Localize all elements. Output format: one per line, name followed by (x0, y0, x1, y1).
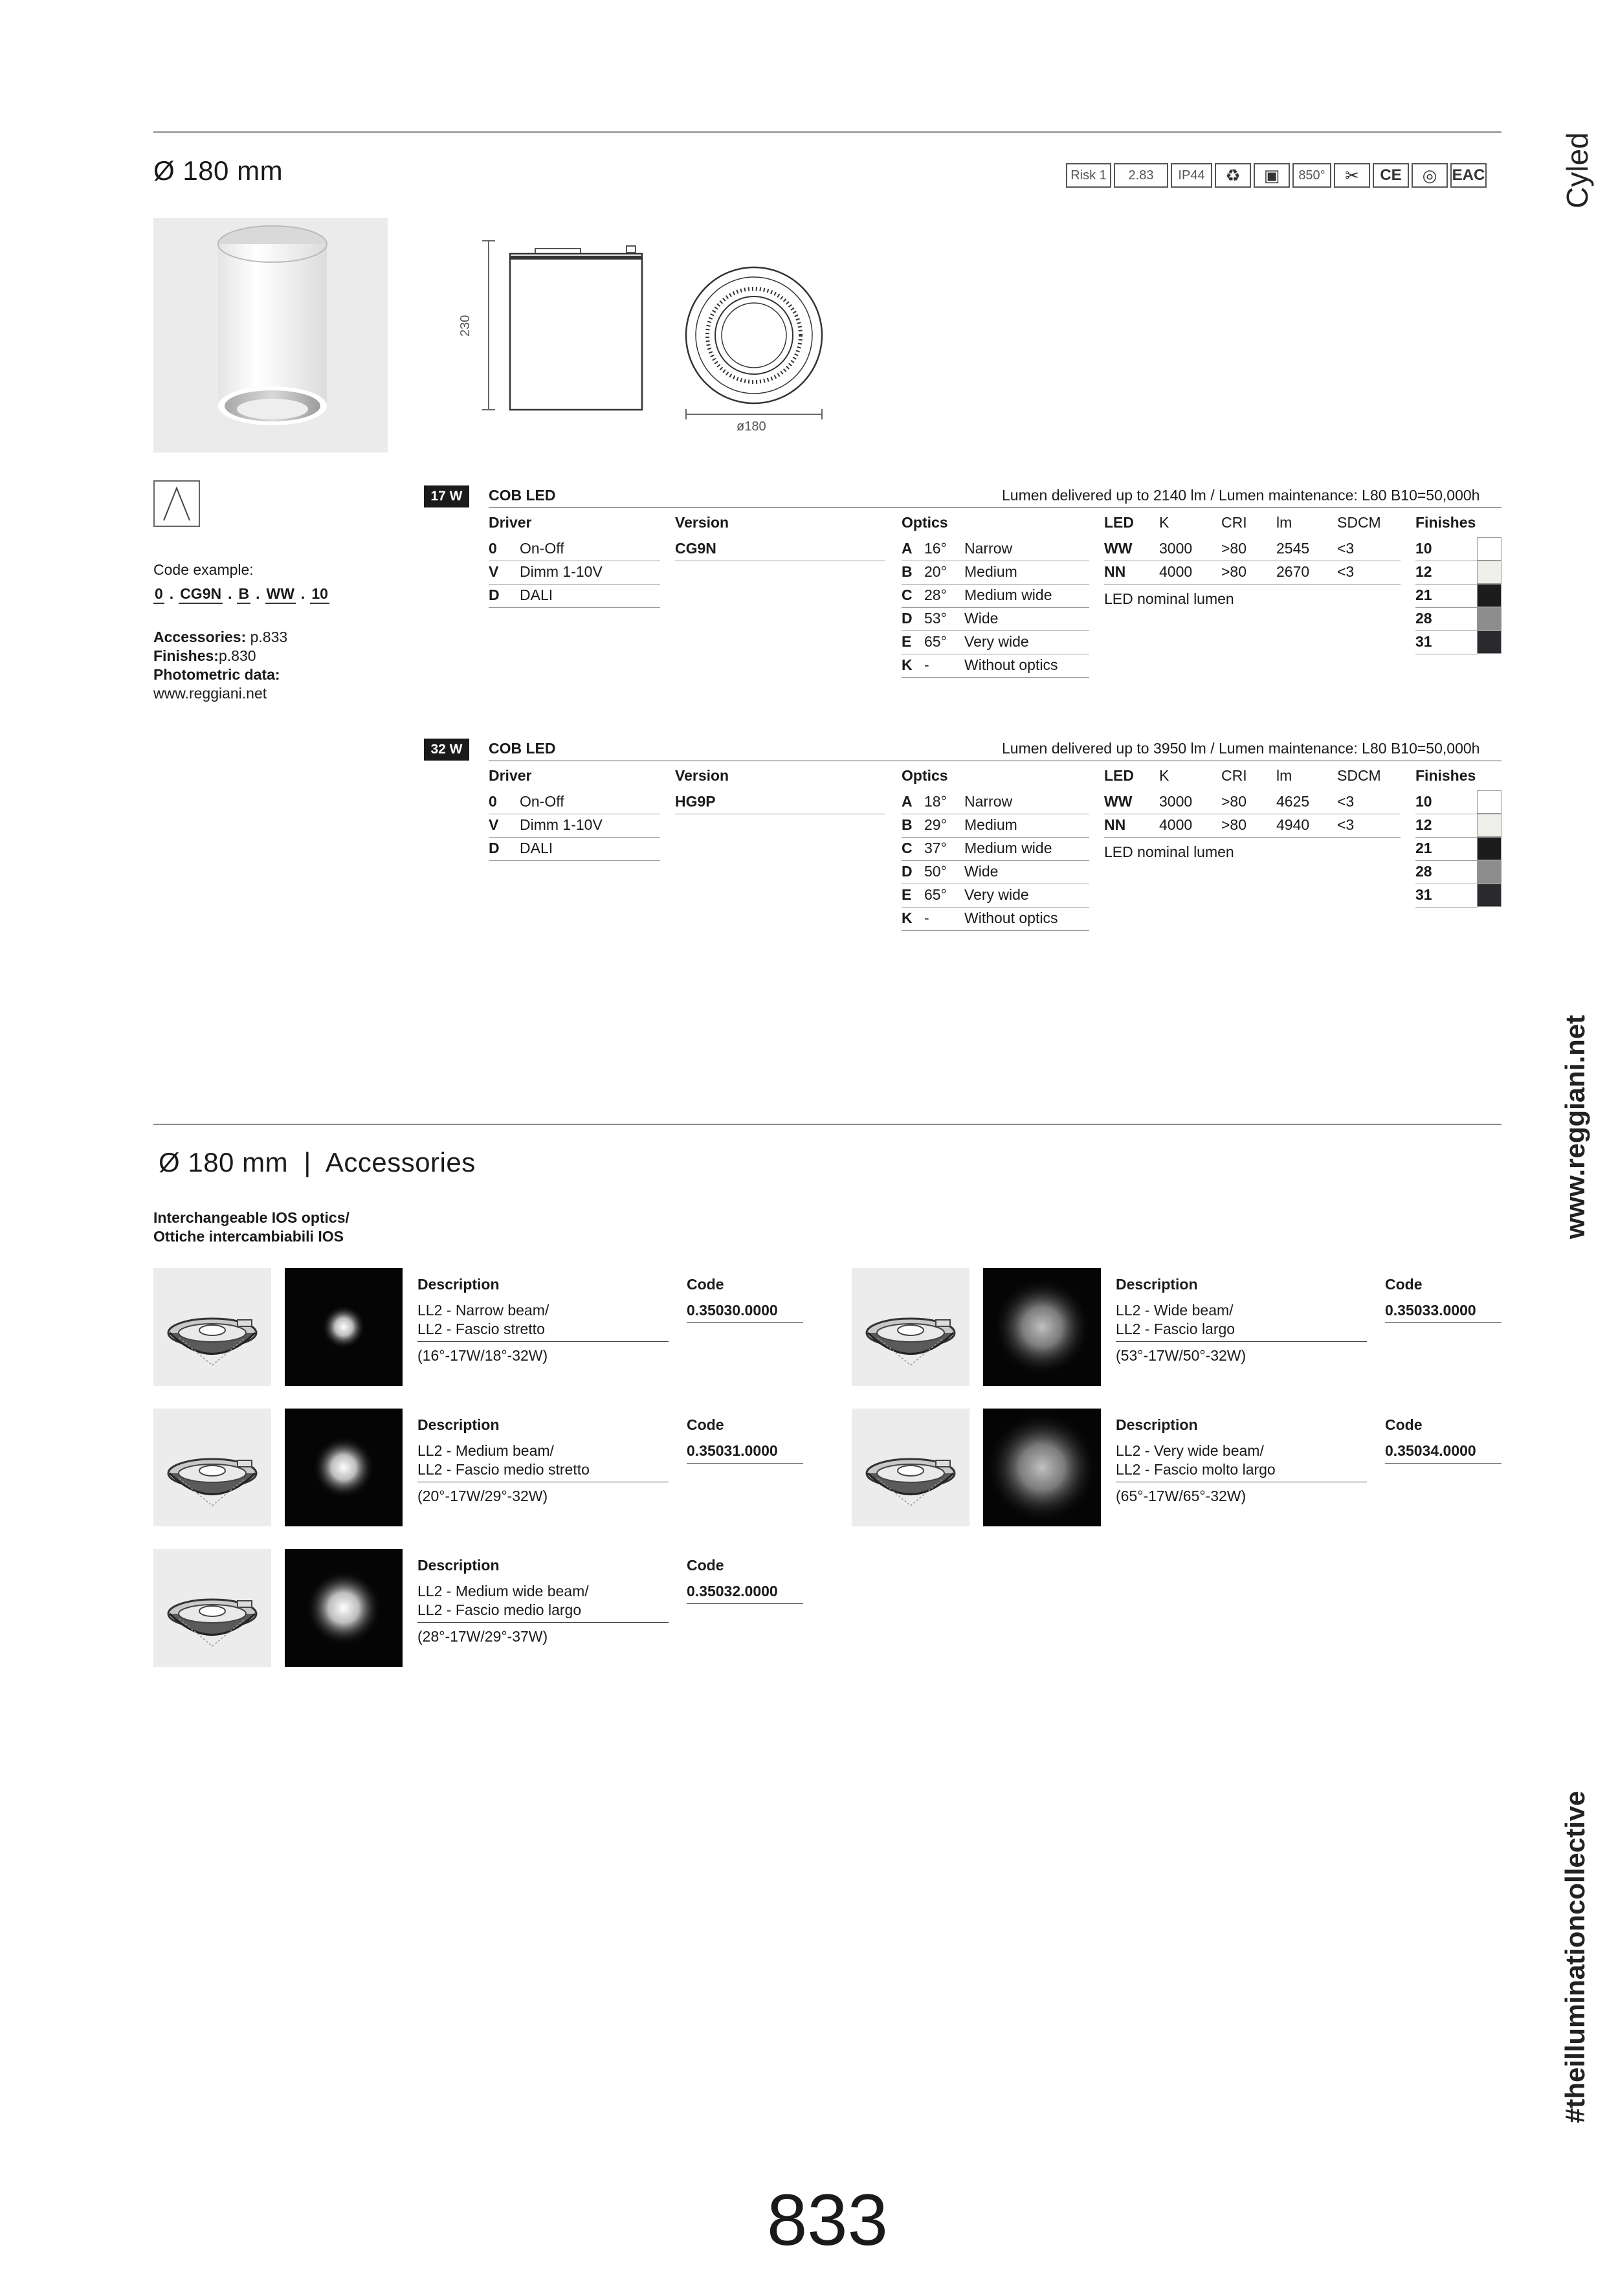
driver-code: D (489, 840, 500, 856)
finish-code: 21 (1415, 586, 1432, 603)
driver-code: 0 (489, 540, 497, 557)
website-vertical: www.reggiani.net (1560, 1014, 1590, 1239)
row-rule (902, 930, 1089, 931)
optics-angle: - (924, 909, 929, 926)
accessories-title: Ø 180 mm | Accessories (159, 1147, 476, 1177)
optics-name: Very wide (964, 633, 1029, 650)
accessory-code: 0.35032.0000 (687, 1583, 778, 1599)
optics-angle: 37° (924, 840, 947, 856)
no-cover-icon: ✂ (1334, 163, 1370, 188)
wattage-badge: 17 W (424, 485, 469, 507)
code-example: 0 . CG9N . B . WW . 10 (153, 585, 329, 604)
recycle-icon: ♻ (1215, 163, 1251, 188)
optics-code: A (902, 793, 913, 810)
accessory-card (153, 1268, 803, 1386)
code-part-optics: B (237, 585, 250, 604)
optics-angle: - (924, 656, 929, 673)
optic-product-image (153, 1549, 271, 1667)
optics-name: Without optics (964, 909, 1058, 926)
description-header: Description (417, 1557, 500, 1574)
optics-code: E (902, 886, 912, 903)
header-finishes: Finishes (1415, 514, 1476, 531)
header-k: K (1159, 514, 1169, 531)
code-part-led: WW (265, 585, 296, 604)
optics-name: Medium (964, 563, 1017, 580)
optics-code: K (902, 909, 913, 926)
row-rule (1415, 907, 1477, 908)
header-version: Version (675, 767, 729, 784)
optics-code: C (902, 840, 913, 856)
optics-angle: 20° (924, 563, 947, 580)
description-line-2: LL2 - Fascio stretto (417, 1321, 545, 1337)
optics-name: Wide (964, 610, 999, 627)
code-part-version: CG9N (179, 585, 223, 604)
beam-pattern-image (983, 1268, 1101, 1386)
code-header: Code (687, 1276, 724, 1293)
row-rule (902, 837, 1089, 838)
optics-name: Very wide (964, 886, 1029, 903)
description-header: Description (1116, 1276, 1198, 1293)
header-cri: CRI (1221, 767, 1247, 784)
optics-name: Medium wide (964, 586, 1052, 603)
code-rule (687, 1322, 803, 1323)
description-line-1: LL2 - Medium wide beam/ (417, 1583, 589, 1599)
accessory-code: 0.35030.0000 (687, 1302, 778, 1319)
description-line-1: LL2 - Medium beam/ (417, 1442, 554, 1459)
optic-product-image (852, 1268, 970, 1386)
code-part-finish: 10 (310, 585, 329, 604)
driver-code: V (489, 816, 499, 833)
code-rule (1385, 1322, 1502, 1323)
accessories-subtitle-1: Interchangeable IOS optics/ (153, 1209, 349, 1226)
row-rule (489, 837, 660, 838)
header-optics: Optics (902, 767, 948, 784)
description-header: Description (417, 1276, 500, 1293)
product-photo (153, 218, 388, 452)
header-led: LED (1104, 514, 1134, 531)
header-lm: lm (1276, 767, 1292, 784)
section-rule (489, 507, 1502, 508)
row-rule (1104, 837, 1401, 838)
description-line-2: LL2 - Fascio medio stretto (417, 1461, 590, 1478)
driver-code: V (489, 563, 499, 580)
header-led: LED (1104, 767, 1134, 784)
finish-code: 10 (1415, 540, 1432, 557)
led-code: NN (1104, 563, 1126, 580)
header-driver: Driver (489, 514, 532, 531)
accessory-code: 0.35033.0000 (1385, 1302, 1476, 1319)
row-rule (489, 860, 660, 861)
glow-wire-icon: 850° (1292, 163, 1331, 188)
beam-pattern-image (285, 1268, 403, 1386)
accessory-card (852, 1268, 1502, 1386)
code-header: Code (687, 1557, 724, 1574)
led-sdcm: <3 (1337, 563, 1355, 580)
description-header: Description (1116, 1416, 1198, 1433)
eac-icon: EAC (1450, 163, 1487, 188)
accessories-ref: Accessories: p.833 (153, 629, 288, 645)
driver-name: DALI (520, 586, 553, 603)
optics-angle: 53° (924, 610, 947, 627)
header-optics: Optics (902, 514, 948, 531)
row-rule (1415, 860, 1477, 861)
description-header: Description (417, 1416, 500, 1433)
finish-swatch (1477, 860, 1502, 884)
header-finishes: Finishes (1415, 767, 1476, 784)
optics-angle: 65° (924, 886, 947, 903)
finish-code: 10 (1415, 793, 1432, 810)
led-note: LED nominal lumen (1104, 590, 1234, 607)
code-rule (687, 1463, 803, 1464)
description-line-1: LL2 - Very wide beam/ (1116, 1442, 1264, 1459)
optics-name: Without optics (964, 656, 1058, 673)
description-rule (1116, 1341, 1367, 1342)
led-k: 4000 (1159, 563, 1193, 580)
led-lm: 4940 (1276, 816, 1310, 833)
led-cri: >80 (1221, 540, 1247, 557)
beam-angles: (28°-17W/29°-37W) (417, 1628, 548, 1645)
finish-code: 31 (1415, 886, 1432, 903)
driver-name: On-Off (520, 793, 564, 810)
row-rule (489, 607, 660, 608)
accessories-rule (153, 1124, 1502, 1125)
ce-icon: CE (1373, 163, 1409, 188)
header-driver: Driver (489, 767, 532, 784)
header-cri: CRI (1221, 514, 1247, 531)
beam-angles: (20°-17W/29°-32W) (417, 1488, 548, 1504)
optics-code: B (902, 563, 913, 580)
row-rule (1104, 584, 1401, 585)
photometric-link[interactable]: www.reggiani.net (153, 685, 267, 702)
optics-code: D (902, 610, 913, 627)
beam-angles: (53°-17W/50°-32W) (1116, 1347, 1247, 1364)
row-rule (902, 584, 1089, 585)
optics-name: Wide (964, 863, 999, 880)
optics-angle: 18° (924, 793, 947, 810)
description-rule (417, 1622, 669, 1623)
row-rule (1415, 837, 1477, 838)
page-number: 833 (767, 2179, 888, 2260)
description-line-2: LL2 - Fascio molto largo (1116, 1461, 1276, 1478)
optics-angle: 29° (924, 816, 947, 833)
finish-code: 12 (1415, 563, 1432, 580)
lumen-info: Lumen delivered up to 2140 lm / Lumen maintenance: L80 B10=50,000h (1002, 487, 1480, 504)
finish-code: 28 (1415, 610, 1432, 627)
optics-angle: 28° (924, 586, 947, 603)
header-sdcm: SDCM (1337, 767, 1381, 784)
optic-product-image (153, 1268, 271, 1386)
header-k: K (1159, 767, 1169, 784)
photometric-label: Photometric data: (153, 666, 280, 683)
driver-name: On-Off (520, 540, 564, 557)
diameter-dimension: ø180 (737, 419, 766, 434)
optics-code: C (902, 586, 913, 603)
finish-swatch (1477, 837, 1502, 860)
finish-swatch (1477, 584, 1502, 607)
code-example-label: Code example: (153, 561, 254, 578)
driver-code: D (489, 586, 500, 603)
optics-angle: 65° (924, 633, 947, 650)
finish-code: 28 (1415, 863, 1432, 880)
optics-code: A (902, 540, 913, 557)
optics-name: Medium wide (964, 840, 1052, 856)
row-rule (902, 630, 1089, 631)
optics-angle: 50° (924, 863, 947, 880)
weight-icon: 2.83 (1114, 163, 1168, 188)
risk-icon: Risk 1 (1066, 163, 1111, 188)
led-cri: >80 (1221, 563, 1247, 580)
beam-pattern-image (983, 1409, 1101, 1526)
optics-name: Medium (964, 816, 1017, 833)
description-line-2: LL2 - Fascio largo (1116, 1321, 1236, 1337)
row-rule (489, 584, 660, 585)
description-rule (417, 1341, 669, 1342)
class2-icon: ▣ (1254, 163, 1290, 188)
hashtag-vertical: #theilluminationcollective (1560, 1790, 1590, 2123)
wattage-badge: 32 W (424, 739, 469, 761)
brand-name: Cyled (1560, 132, 1594, 208)
top-rule (153, 131, 1502, 133)
accessory-card (153, 1409, 803, 1526)
accessory-code: 0.35034.0000 (1385, 1442, 1476, 1459)
optics-code: K (902, 656, 913, 673)
code-header: Code (687, 1416, 724, 1433)
description-line-2: LL2 - Fascio medio largo (417, 1601, 582, 1618)
code-header: Code (1385, 1276, 1423, 1293)
led-sdcm: <3 (1337, 816, 1355, 833)
optic-product-image (153, 1409, 271, 1526)
row-rule (902, 907, 1089, 908)
optics-angle: 16° (924, 540, 947, 557)
led-k: 3000 (1159, 793, 1193, 810)
source-label: COB LED (489, 740, 556, 757)
finish-swatch (1477, 790, 1502, 814)
led-lm: 2545 (1276, 540, 1310, 557)
beam-angles: (16°-17W/18°-32W) (417, 1347, 548, 1364)
technical-drawing (453, 227, 854, 434)
finish-code: 31 (1415, 633, 1432, 650)
beam-pattern-image (285, 1549, 403, 1667)
version-code: CG9N (675, 540, 716, 557)
ip-icon: IP44 (1171, 163, 1212, 188)
driver-name: Dimm 1-10V (520, 563, 603, 580)
optics-name: Narrow (964, 793, 1013, 810)
led-code: NN (1104, 816, 1126, 833)
optics-code: B (902, 816, 913, 833)
led-sdcm: <3 (1337, 540, 1355, 557)
header-sdcm: SDCM (1337, 514, 1381, 531)
finish-swatch (1477, 561, 1502, 584)
row-rule (1415, 584, 1477, 585)
optic-product-image (852, 1409, 970, 1526)
led-cri: >80 (1221, 793, 1247, 810)
row-rule (902, 607, 1089, 608)
led-k: 3000 (1159, 540, 1193, 557)
row-rule (902, 677, 1089, 678)
led-lm: 2670 (1276, 563, 1310, 580)
accessories-subtitle-2: Ottiche intercambiabili IOS (153, 1228, 344, 1245)
optics-name: Narrow (964, 540, 1013, 557)
beam-pattern-image (285, 1409, 403, 1526)
finish-swatch (1477, 607, 1502, 630)
finishes-ref: Finishes:p.830 (153, 647, 256, 664)
header-version: Version (675, 514, 729, 531)
row-rule (1415, 607, 1477, 608)
description-line-1: LL2 - Narrow beam/ (417, 1302, 549, 1319)
source-label: COB LED (489, 487, 556, 504)
row-rule (1415, 630, 1477, 631)
led-sdcm: <3 (1337, 793, 1355, 810)
accessory-card (852, 1409, 1502, 1526)
driver-code: 0 (489, 793, 497, 810)
led-cri: >80 (1221, 816, 1247, 833)
finish-code: 12 (1415, 816, 1432, 833)
row-rule (902, 860, 1089, 861)
page-title: Ø 180 mm (153, 155, 283, 186)
code-rule (1385, 1463, 1502, 1464)
finish-swatch (1477, 814, 1502, 837)
led-note: LED nominal lumen (1104, 843, 1234, 860)
led-code: WW (1104, 793, 1133, 810)
height-dimension: 230 (458, 315, 472, 337)
code-part-driver: 0 (153, 585, 164, 604)
driver-name: DALI (520, 840, 553, 856)
finish-swatch (1477, 884, 1502, 907)
header-lm: lm (1276, 514, 1292, 531)
finish-code: 21 (1415, 840, 1432, 856)
led-code: WW (1104, 540, 1133, 557)
beam-angles: (65°-17W/65°-32W) (1116, 1488, 1247, 1504)
version-code: HG9P (675, 793, 716, 810)
finish-swatch (1477, 630, 1502, 654)
optics-code: D (902, 863, 913, 880)
ccc-icon: ◎ (1412, 163, 1448, 188)
led-lm: 4625 (1276, 793, 1310, 810)
accessory-code: 0.35031.0000 (687, 1442, 778, 1459)
lumen-info: Lumen delivered up to 3950 lm / Lumen maintenance: L80 B10=50,000h (1002, 740, 1480, 757)
code-rule (687, 1603, 803, 1604)
accessory-card (153, 1549, 803, 1667)
beam-symbol-icon (153, 480, 200, 527)
optics-code: E (902, 633, 912, 650)
code-header: Code (1385, 1416, 1423, 1433)
driver-name: Dimm 1-10V (520, 816, 603, 833)
led-k: 4000 (1159, 816, 1193, 833)
finish-swatch (1477, 537, 1502, 561)
description-line-1: LL2 - Wide beam/ (1116, 1302, 1234, 1319)
